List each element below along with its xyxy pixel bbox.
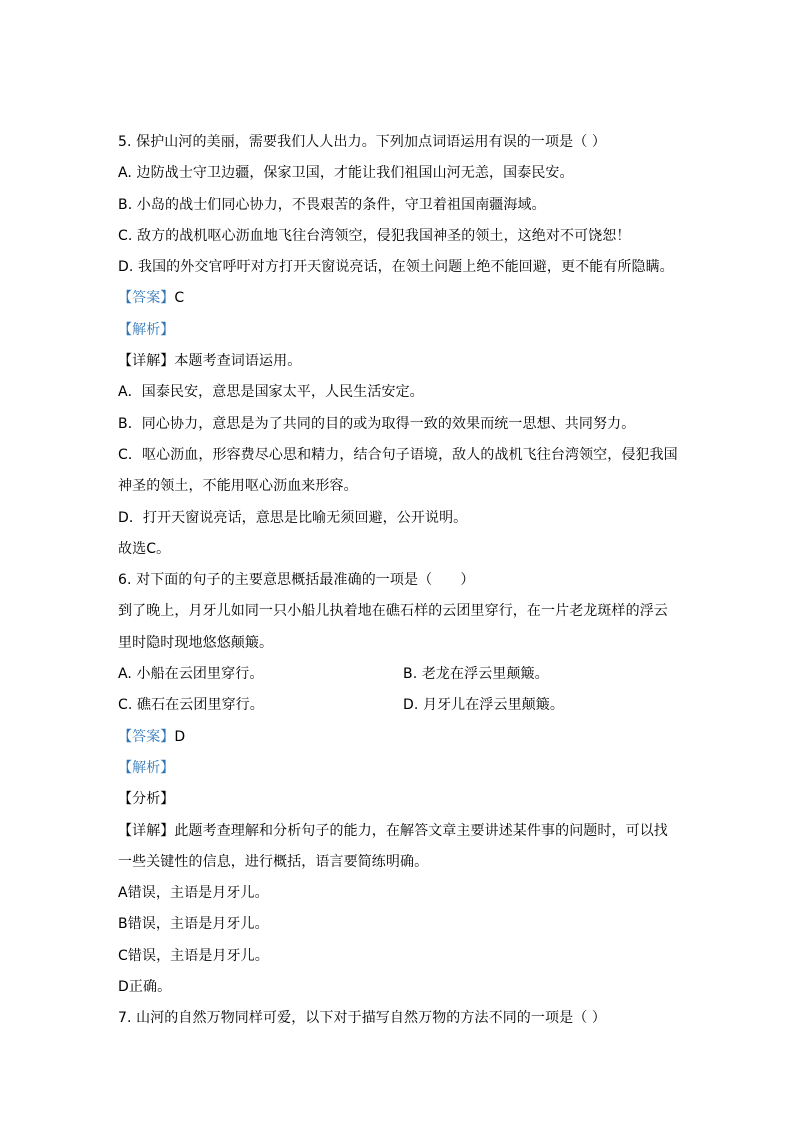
q6-option-d: D. 月牙儿在浮云里颠簸。 [403,697,564,714]
q6-option-c: C. 礁石在云团里穿行。 [118,697,264,714]
q6-passage-line-2: 里时隐时现地悠悠颠簸。 [118,634,274,651]
document-page [118,127,688,1035]
q6-detail-line-1: 【详解】此题考查理解和分析句子的能力，在解答文章主要讲述某件事的问题时，可以找 [118,822,668,839]
q6-options-row-2 [118,690,688,721]
answer-tag: 【答案】 [118,290,175,307]
q6-explanation-b: B错误，主语是月牙儿。 [118,916,269,933]
q5-explanation-b: B．同心协力，意思是为了共同的目的或为取得一致的效果而统一思想、共同努力。 [118,415,636,432]
q6-explanation-d: D正确。 [118,979,172,996]
question-6-stem: 6. 对下面的句子的主要意思概括最准确的一项是（ ） [118,572,475,589]
q6-explanation-c: C错误，主语是月牙儿。 [118,947,269,964]
q5-conclusion: 故选C。 [118,540,171,557]
question-7-stem: 7. 山河的自然万物同样可爱，以下对于描写自然万物的方法不同的一项是（ ） [118,1010,606,1027]
q6-detail-line-2: 一些关键性的信息，进行概括，语言要简练明确。 [118,853,429,870]
q5-option-c: C. 敌方的战机呕心沥血地飞往台湾领空，侵犯我国神圣的领土，这绝对不可饶恕！ [118,227,631,244]
q5-explanation-c: C．呕心沥血，形容费尽心思和精力，结合句子语境，敌人的战机飞往台湾领空，侵犯我国 [118,446,678,463]
q6-answer [118,722,688,753]
q6-analysis-tag: 【解析】 [118,759,175,776]
q5-answer [118,283,688,314]
q6-explanation-a: A错误，主语是月牙儿。 [118,885,269,902]
q5-detail: 【详解】本题考查词语运用。 [118,353,302,370]
q5-option-a: A. 边防战士守卫边疆，保家卫国，才能让我们祖国山河无恙，国泰民安。 [118,165,574,182]
q6-options-row-1 [118,659,688,690]
q5-analysis-tag: 【解析】 [118,321,175,338]
q5-explanation-c-cont: 神圣的领土，不能用呕心沥血来形容。 [118,478,358,495]
q6-fenxi: 【分析】 [118,791,175,808]
q5-explanation-a: A．国泰民安，意思是国家太平，人民生活安定。 [118,384,424,401]
q5-option-d: D. 我国的外交官呼吁对方打开天窗说亮话，在领土问题上绝不能回避，更不能有所隐瞒。 [118,259,674,276]
answer-value: D [174,728,186,745]
answer-value: C [174,290,185,307]
q6-option-a: A. 小船在云团里穿行。 [118,666,264,683]
answer-tag: 【答案】 [118,728,175,745]
question-5-stem: 5. 保护山河的美丽，需要我们人人出力。下列加点词语运用有误的一项是（ ） [118,134,606,150]
q6-option-b: B. 老龙在浮云里颠簸。 [403,666,549,683]
q6-passage-line-1: 到了晚上，月牙儿如同一只小船儿执着地在礁石样的云团里穿行，在一片老龙斑样的浮云 [118,603,668,620]
q5-option-b: B. 小岛的战士们同心协力，不畏艰苦的条件，守卫着祖国南疆海域。 [118,196,546,213]
q5-explanation-d: D．打开天窗说亮话，意思是比喻无须回避，公开说明。 [118,509,468,526]
